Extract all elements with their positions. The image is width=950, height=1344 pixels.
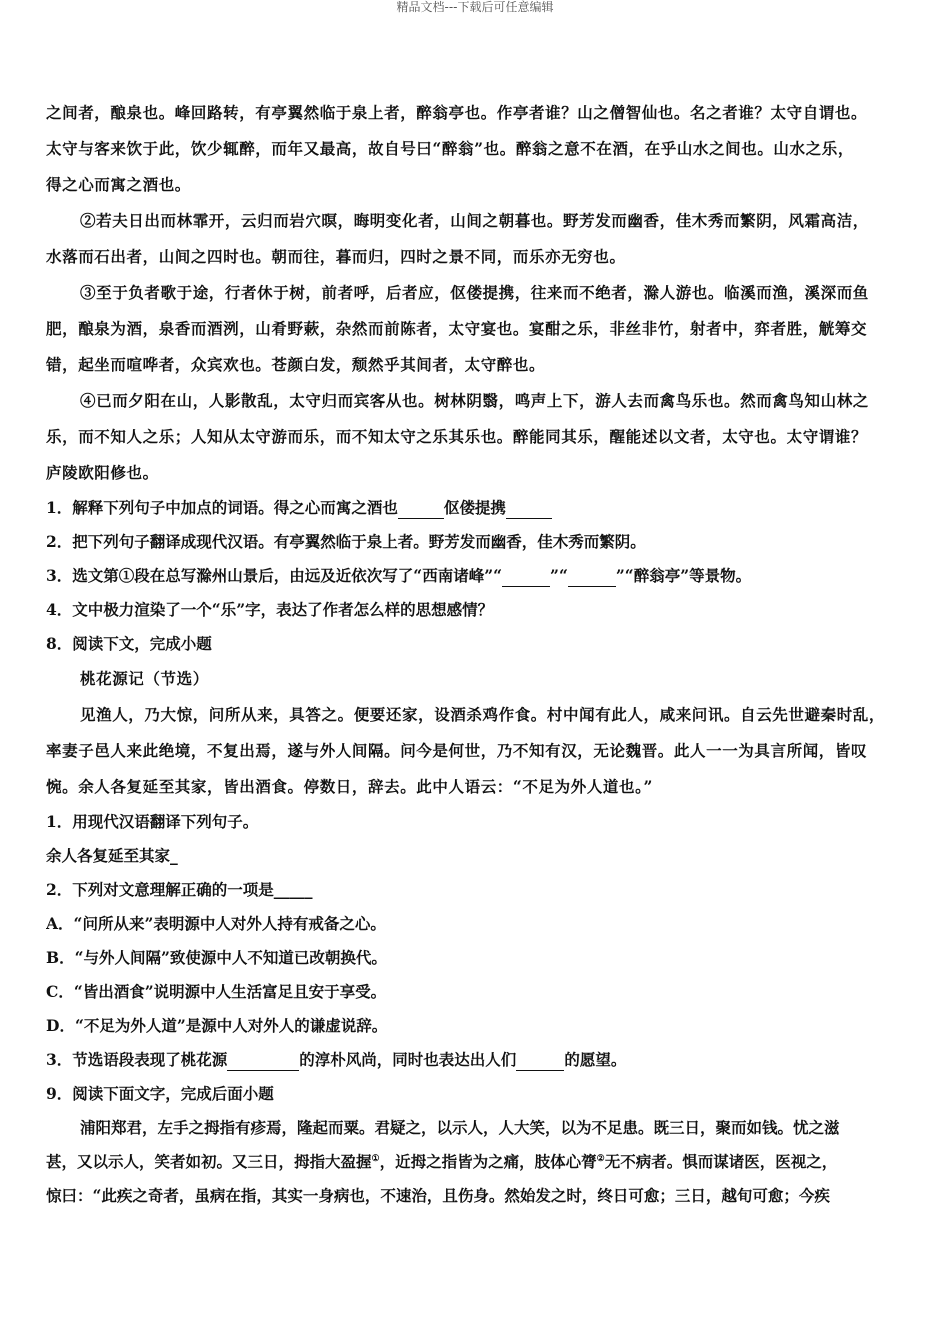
- passage-line: 得之心而寓之酒也。: [46, 175, 191, 194]
- document-body: [46, 95, 906, 1213]
- passage-line: 乐，而不知人之乐；人知从太守游而乐，而不知太守之乐其乐也。醉能同其乐，醒能述以文者，太守也。太守谓谁？: [46, 427, 868, 446]
- option-a[interactable]: A．“问所从来”表明源中人对外人持有戒备之心。: [46, 914, 386, 933]
- passage-zuiwengting: [46, 95, 906, 491]
- question-text: 3．节选语段表现了桃花源: [46, 1050, 228, 1069]
- question-text: 解释下列句子中加点的词语。得之心而: [72, 498, 336, 517]
- passage-line: ④已而夕阳在山，人影散乱，太守归而宾客从也。树林阴翳，鸣声上下，游人去而禽鸟乐也。然而禽鸟知山林之: [80, 391, 869, 410]
- question-7-1: [46, 491, 906, 525]
- section-8-heading: 8．阅读下文，完成小题: [46, 634, 212, 653]
- section-9-heading: 9．阅读下面文字，完成后面小题: [46, 1084, 274, 1103]
- passage-section-9: [46, 1111, 906, 1213]
- passage-text: 甚，又以示人，笑者如初。又三日，拇指大盈握: [46, 1152, 372, 1171]
- question-7-2: 2．把下列句子翻译成现代汉语。有亭翼然临于泉上者。野芳发而幽香，佳木秀而繁阴。: [46, 532, 646, 551]
- passage-line: 庐陵欧阳修也。: [46, 463, 159, 482]
- question-7-3: [46, 559, 906, 593]
- passage-line: 太守与客来饮于此，饮少辄醉，而年又最高，故自号曰“醉翁”也。醉翁之意不在酒，在乎山水之间也。山水之乐，: [46, 139, 854, 158]
- question-text: 3．选文第①段在总写滁州山景后，由远及近依次写了“西南诸峰”“: [46, 566, 503, 585]
- question-text: 的淳朴风尚，同时也表达出人们: [299, 1050, 517, 1069]
- question-text: ”“: [550, 566, 568, 585]
- answer-blank[interactable]: [568, 568, 616, 587]
- passage-line: 惋。余人各复延至其家，皆出酒食。停数日，辞去。此中人语云：“不足为外人道也。”: [46, 777, 653, 796]
- answer-blank[interactable]: [506, 500, 552, 519]
- question-number: 1．: [46, 498, 73, 517]
- passage-line: 水落而石出者，山间之四时也。朝而往，暮而归，四时之景不同，而乐亦无穷也。: [46, 247, 626, 266]
- footnote-marker: ①: [371, 1153, 380, 1164]
- footnote-marker: ②: [596, 1153, 605, 1164]
- question-text: 的愿望。: [564, 1050, 627, 1069]
- passage-line: ③至于负者歌于途，行者休于树，前者呼，后者应，伛偻提携，往来而不绝者，滁人游也。临溪而渔，溪深而鱼: [80, 283, 869, 302]
- question-7-4: 4．文中极力渲染了一个“乐”字，表达了作者怎么样的思想感情？: [46, 600, 494, 619]
- question-8-1: 1．用现代汉语翻译下列句子。: [46, 812, 259, 831]
- question-8-2: 2．下列对文意理解正确的一项是_____: [46, 880, 313, 899]
- dotted-word-yu: 寓: [335, 498, 352, 517]
- passage-line: 之间者，酿泉也。峰回路转，有亭翼然临于泉上者，醉翁亭也。作亭者谁？山之僧智仙也。名之者谁？太守自谓也。: [46, 103, 868, 122]
- passage-line: 浦阳郑君，左手之拇指有疹焉，隆起而粟。君疑之，以示人，人大笑，以为不足患。既三日，聚而如钱。忧之滋: [80, 1118, 840, 1137]
- passage-text: ，近拇之指皆为之痛，肢体心膂: [379, 1152, 597, 1171]
- dotted-word-yulou: 伛偻: [443, 498, 475, 517]
- passage-taohuayuan: [46, 697, 906, 805]
- passage-line: ②若夫日出而林霏开，云归而岩穴暝，晦明变化者，山间之朝暮也。野芳发而幽香，佳木秀而繁阴，风霜高洁，: [80, 211, 869, 230]
- passage-text: 无不病者。惧而谋诸医，医视之，: [604, 1152, 838, 1171]
- question-8-1-sentence: 余人各复延至其家_: [46, 846, 178, 865]
- passage-line: [46, 1145, 906, 1179]
- answer-blank[interactable]: [398, 500, 444, 519]
- passage-line: 率妻子邑人来此绝境，不复出焉，遂与外人间隔。问今是何世，乃不知有汉，无论魏晋。此人一一为具言所闻，皆叹: [46, 741, 868, 760]
- option-d[interactable]: D．“不足为外人道”是源中人对外人的谦虚说辞。: [46, 1016, 388, 1035]
- answer-blank[interactable]: [227, 1052, 299, 1071]
- section-8-title: 桃花源记（节选）: [80, 669, 209, 688]
- option-c[interactable]: C．“皆出酒食”说明源中人生活富足且安于享受。: [46, 982, 387, 1001]
- passage-line: 惊曰：“此疾之奇者，虽病在指，其实一身病也，不速治，且伤身。然始发之时，终日可愈；三日，越旬可愈；今疾: [46, 1186, 830, 1205]
- answer-blank[interactable]: [516, 1052, 564, 1071]
- passage-line: 错，起坐而喧哗者，众宾欢也。苍颜白发，颓然乎其间者，太守醉也。: [46, 355, 546, 374]
- question-text: 之酒也: [351, 498, 398, 517]
- passage-line: 肥，酿泉为酒，泉香而酒洌，山肴野蔌，杂然而前陈者，太守宴也。宴酣之乐，非丝非竹，射者中，弈者胜，觥筹交: [46, 319, 868, 338]
- answer-blank[interactable]: [502, 568, 550, 587]
- question-text: ”“醉翁亭”等景物。: [615, 566, 752, 585]
- option-b[interactable]: B．“与外人间隔”致使源中人不知道已改朝换代。: [46, 948, 387, 967]
- question-text: 提携: [474, 498, 506, 517]
- page-header: 精品文档---下载后可任意编辑: [396, 0, 554, 14]
- passage-line: 见渔人，乃大惊，问所从来，具答之。便要还家，设酒杀鸡作食。村中闻有此人，咸来问讯。自云先世避秦时乱，: [80, 705, 886, 724]
- question-8-3: [46, 1043, 906, 1077]
